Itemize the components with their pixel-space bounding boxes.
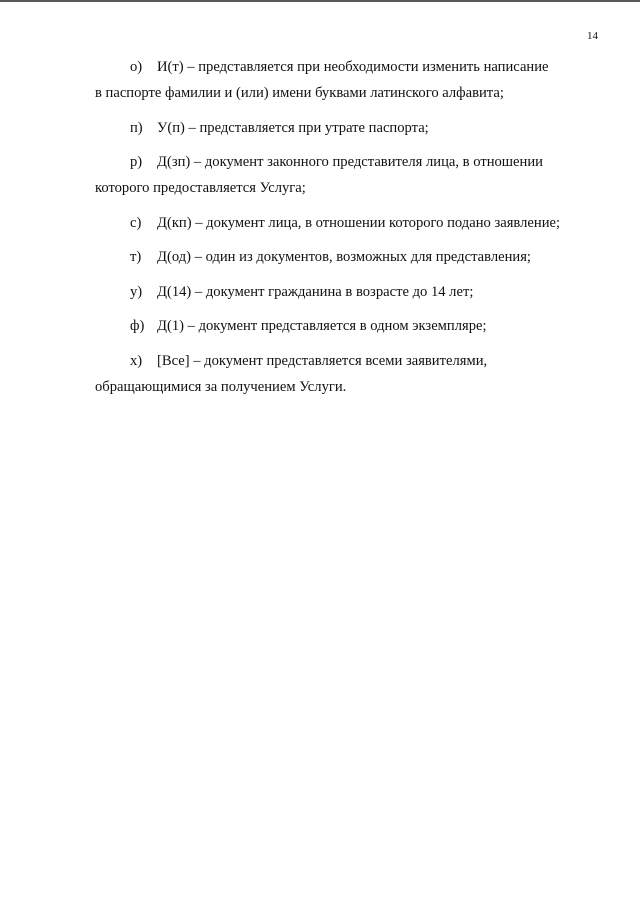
list-item xyxy=(95,54,597,106)
list-item-marker: у) xyxy=(130,283,143,300)
list-item-marker: о) xyxy=(130,59,143,75)
list-item xyxy=(95,115,597,141)
page-number: 14 xyxy=(587,30,598,42)
list-item xyxy=(95,348,597,400)
document-body xyxy=(95,54,597,408)
list-item-text: Д(од) – один из документов, возможных для представления; xyxy=(157,249,531,265)
list-item-text: Д(зп) – документ законного представителя лица, в отношении xyxy=(157,154,543,170)
list-item xyxy=(95,313,597,339)
list-item-marker: п) xyxy=(130,119,143,136)
list-item-marker: с) xyxy=(130,214,142,231)
list-item-text: У(п) – представляется при утрате паспорта; xyxy=(157,119,429,136)
list-item-marker: р) xyxy=(130,154,143,170)
scan-top-edge xyxy=(0,0,640,2)
list-item-marker: х) xyxy=(130,352,143,369)
list-item-marker: т) xyxy=(130,249,142,265)
list-item-text-continued: в паспорте фамилии и (или) имени буквами латинского алфавита; xyxy=(95,85,504,101)
list-item xyxy=(95,149,597,201)
list-item-text-continued: обращающимися за получением Услуги. xyxy=(95,378,347,395)
list-item xyxy=(95,244,597,270)
list-item-text-continued: которого предоставляется Услуга; xyxy=(95,180,306,196)
list-item-text: [Все] – документ представляется всеми заявителями, xyxy=(157,352,488,369)
list-item-text: Д(14) – документ гражданина в возрасте до 14 лет; xyxy=(157,283,474,300)
list-item-text: Д(1) – документ представляется в одном экземпляре; xyxy=(157,318,487,334)
list-item-text: Д(кп) – документ лица, в отношении которого подано заявление; xyxy=(157,214,561,231)
list-item-text: И(т) – представляется при необходимости изменить написание xyxy=(157,59,549,75)
list-item xyxy=(95,210,597,236)
list-item xyxy=(95,279,597,305)
list-item-marker: ф) xyxy=(130,318,145,334)
